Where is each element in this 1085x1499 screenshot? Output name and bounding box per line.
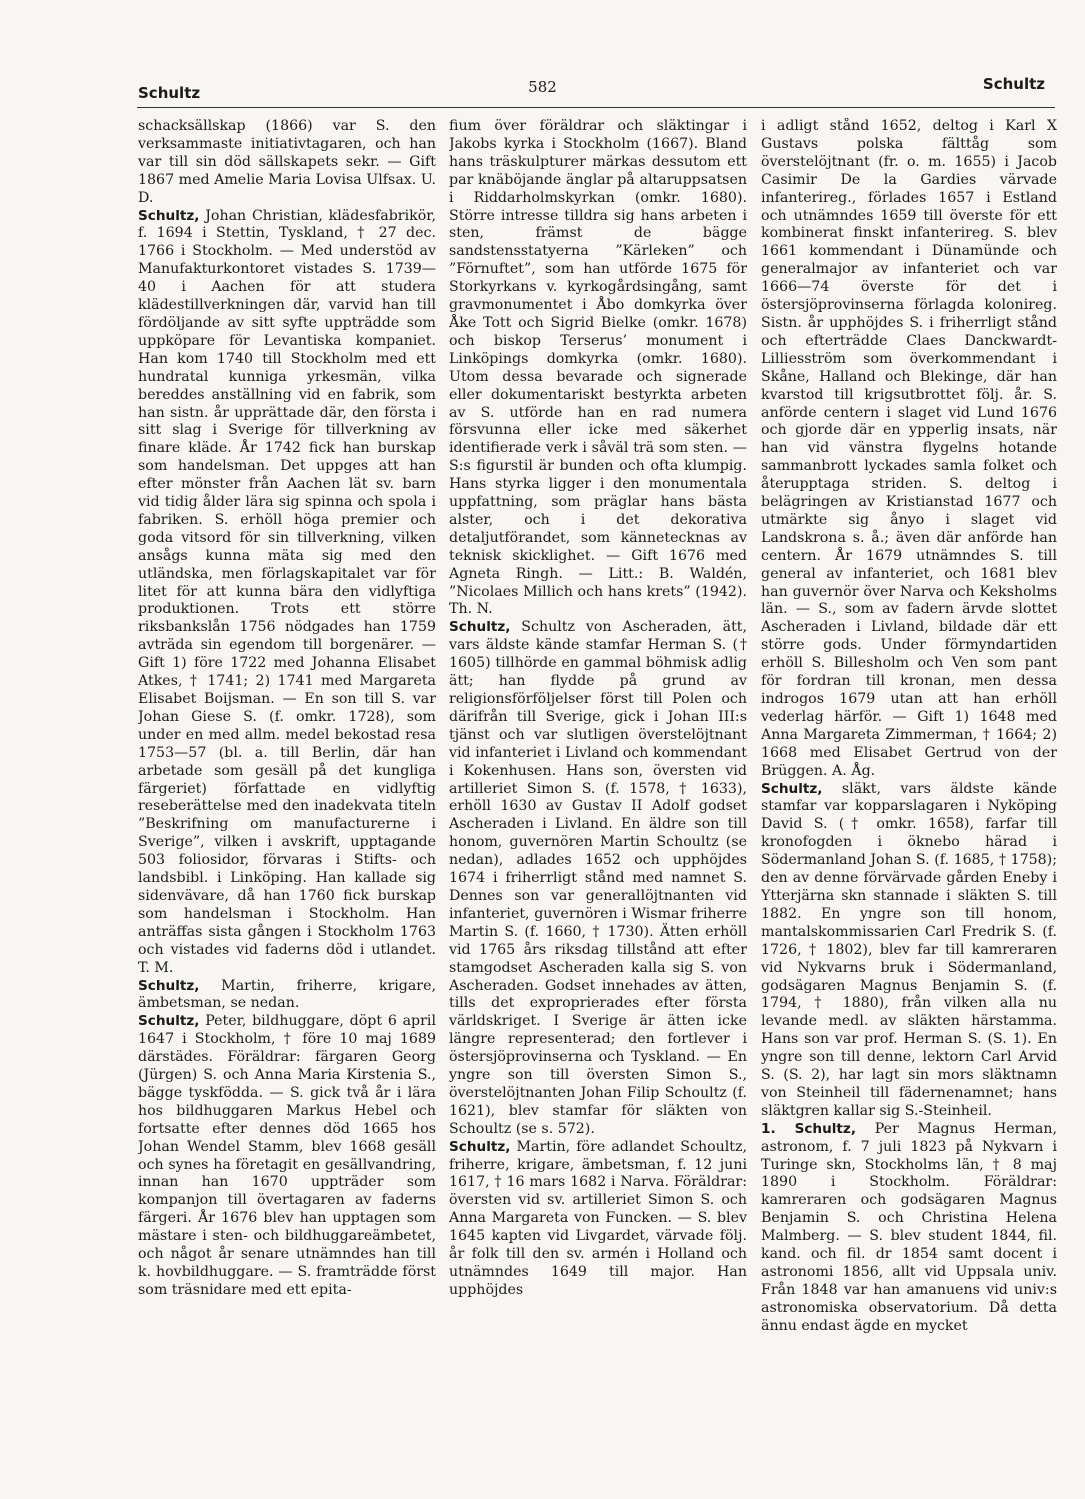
article-paragraph: 1. Schultz, Per Magnus Herman, astronom, f. 7 juli 1823 på Nykvarn i Turinge skn, Stockholms län, † 8 maj 1890 i Stockholm. Föräldrar: kamreraren och godsägaren Magnus Benjamin S. och Christina Helena Malmberg. — S. blev student 1844, fil. kand. och fil. dr 1854 samt docent i astronomi 1856, allt vid Uppsala univ. Från 1848 var han amanuens vid univ:s astronomiska observatorium. Då detta ännu endast ägde en mycket bbox=[761, 1120, 1057, 1334]
article-paragraph: Schultz, Schultz von Ascheraden, ätt, vars äldste kände stamfar Herman S. († 1605) tillhörde en gammal böhmisk adlig ätt; han flydde på grund av religionsförföljelser först till Polen och därifrån till Sverige, gick i Johan III:s tjänst och var slutligen överstelöjtnant vid infanteriet i Livland och kommendant i Kokenhusen. Hans son, översten vid artilleriet Simon S. (f. 1578, † 1633), erhöll 1630 av Gustav II Adolf godset Ascheraden i Livland. En äldre son till honom, guvernören Martin Schoultz (se nedan), adlades 1652 och upphöjdes 1674 i friherrligt stånd med namnet S. Dennes son var generallöjtnanten vid infanteriet, guvernören i Wismar friherre Martin S. (f. 1660, † 1730). Ätten erhöll vid 1765 års riksdag tillstånd att efter stamgodset Ascheraden kalla sig S. von Ascheraden. Godset innehades av ätten, tills det exproprierades efter första världskriget. I Sverige är ätten icke längre representerad; den fortlever i östersjöprovinserna och Tyskland. — En yngre son till översten Simon S., överstelöjtnanten Johan Filip Schoultz (f. 1621), blev stamfar för släkten von Schoultz (se s. 572). bbox=[449, 619, 747, 1137]
text-column-1 bbox=[138, 118, 436, 1358]
running-header bbox=[0, 72, 1085, 106]
article-paragraph: Schultz, Johan Christian, klädesfabrikör, f. 1694 i Stettin, Tyskland, † 27 dec. 1766 i Stockholm. — Med understöd av Manufakturkontoret vistades S. 1739—40 i Aachen för att studera klädestillverkningen där, varvid han till fördöljande av sitt syfte uppträdde som uppköpare för Levantiska kompaniet. Han kom 1740 till Stockholm med ett hundratal kunniga yrkesmän, vilka bereddes anställning vid en fabrik, som han sistn. år upprättade där, den första i sitt slag i Sverige för tillverkning av finare kläde. År 1742 fick han burskap som handelsman. Det uppges att han efter mönster från Aachen lät sv. barn vid tidig ålder lära sig spinna och spola i fabriken. S. erhöll höga premier och goda vitsord för sin tillverkning, vilken ansågs kunna mäta sig med den utländska, men förlagskapitalet var för litet för att kunna bära den vidlyftiga produktionen. Trots ett större riksbankslån 1756 nödgades han 1759 avträda sin egendom till borgenärer. — Gift 1) före 1722 med Johanna Elisabet Atkes, † 1741; 2) 1741 med Margareta Elisabet Boijsman. — En son till S. var Johan Giese S. (f. omkr. 1728), som under en med allm. medel bekostad resa 1753—57 (bl. a. till Berlin, där han arbetade som gesäll på det kungliga färgeriet) författade en vidlyftig reseberättelse med den inadekvata titeln ”Beskrifning om manufacturerne i Sverige”, vilken i avskrift, upptagande 503 foliosidor, förvaras i Stifts- och landsbibl. i Linköping. Han kallade sig sidenvävare, då han 1760 fick burskap som handelsman i Stockholm. Han anträffas sista gången i Stockholm 1763 och vistades vid faderns död i utlandet. T. M. bbox=[138, 207, 436, 976]
text-column-3 bbox=[761, 118, 1057, 1358]
entry-headword: Schultz, bbox=[761, 780, 823, 797]
article-paragraph: i adligt stånd 1652, deltog i Karl X Gustavs polska fälttåg som överstelöjtnant (fr. o. m. 1655) i Jacob Casimir De la Gardies värvade infanterireg., förlades 1657 i Estland och utnämndes 1659 till överste för ett kombinerat finskt infanterireg. S. blev 1661 kommendant i Dünamünde och generalmajor av infanteriet och var 1666—74 överste för det i östersjöprovinserna förlagda kolonireg. Sistn. år upphöjdes S. i friherrligt stånd och efterträdde Claes Danckwardt-Lilliesström som överkommendant i Skåne, Halland och Blekinge, där han kvarstod till krigsutbrottet följ. år. S. anförde centern i slaget vid Lund 1676 och gjorde där en ypperlig insats, när han vid vänstra flygelns hotande sammanbrott lyckades samla folket och återupptaga striden. S. deltog i belägringen av Kristianstad 1677 och utmärkte sig ånyo i slaget vid Landskrona s. å.; även där anförde han centern. År 1679 utnämndes S. till general av infanteriet, och 1681 blev han guvernör över Narva och Keksholms län. — S., som av fadern ärvde slottet Ascheraden i Livland, bildade där ett större gods. Under förmyndartiden erhöll S. Billesholm och Ven som pant för fordran till kronan, men dessa indrogos 1679 utan att han erhöll vederlag härför. — Gift 1) 1648 med Anna Margareta Zimmerman, † 1664; 2) 1668 med Elisabet Gertrud von der Brüggen. A. Åg. bbox=[761, 118, 1057, 779]
header-right-title: Schultz bbox=[982, 75, 1045, 93]
entry-headword: 1. Schultz, bbox=[761, 1120, 857, 1137]
entry-headword: Schultz, bbox=[449, 619, 511, 636]
article-paragraph: Schultz, Martin, före adlandet Schoultz, friherre, krigare, ämbetsman, f. 12 juni 1617, † 16 mars 1682 i Narva. Föräldrar: översten vid sv. artilleriet Simon S. och Anna Margareta von Funcken. — S. blev 1645 kapten vid Livgardet, värvade följ. år folk till den sv. armén i Holland och utnämndes 1649 till major. Han upphöjdes bbox=[449, 1138, 747, 1298]
article-paragraph: fium över föräldrar och släktingar i Jakobs kyrka i Stockholm (1667). Bland hans träskulpturer märkas dessutom ett par knäböjande änglar på altaruppsatsen i Riddarholmskyrkan (omkr. 1680). Större intresse tilldra sig hans arbeten i sten, främst de bägge sandstensstatyerna ”Kärleken” och ”Förnuftet”, som han utförde 1675 för Storkyrkans v. kyrkogårdsingång, samt gravmonumentet i Åbo domkyrka över Åke Tott och Sigrid Bielke (omkr. 1678) och biskop Terserus’ monument i Linköpings domkyrka (omkr. 1680). Utom dessa bevarade och signerade eller dokumentariskt bestyrkta arbeten av S. utförde han en rad numera försvunna eller icke med säkerhet identifierade verk i såväl trä som sten. — S:s figurstil är bunden och ofta klumpig. Hans styrka ligger i den monumentala uppfattning, som präglar hans bästa alster, och i det dekorativa detaljutförandet, som kännetecknas av teknisk skicklighet. — Gift 1676 med Agneta Ringh. — Litt.: B. Waldén, ”Nicolaes Millich och hans krets” (1942). Th. N. bbox=[449, 118, 747, 618]
article-paragraph: Schultz, Peter, bildhuggare, döpt 6 april 1647 i Stockholm, † före 10 maj 1689 därstädes. Föräldrar: färgaren Georg (Jürgen) S. och Anna Maria Kirstenia S., bägge tyskfödda. — S. gick två år i lära hos bildhuggaren Markus Hebel och fortsatte efter dennes död 1665 hos Johan Wendel Stamm, blev 1668 gesäll och synes ha företagit en gesällvandring, innan han 1670 uppträder som kompanjon till övertagaren av faderns färgeri. År 1676 blev han upptagen som mästare i sten- och bildhuggareämbetet, och något år senare utnämndes han till k. hovbildhuggare. — S. framträdde först som träsnidare med ett epita- bbox=[138, 1013, 436, 1298]
article-paragraph: Schultz, Martin, friherre, krigare, ämbetsman, se nedan. bbox=[138, 977, 436, 1012]
entry-headword: Schultz, bbox=[138, 977, 200, 994]
entry-headword: Schultz, bbox=[449, 1138, 511, 1155]
header-left-title: Schultz bbox=[138, 84, 201, 102]
text-column-2 bbox=[449, 118, 747, 1358]
entry-headword: Schultz, bbox=[138, 1013, 200, 1030]
entry-headword: Schultz, bbox=[138, 207, 200, 224]
article-paragraph: schacksällskap (1866) var S. den verksammaste initiativtagaren, och han var till sin död sällskapets sekr. — Gift 1867 med Amelie Maria Lovisa Ulfsax. U. D. bbox=[138, 118, 436, 206]
header-rule bbox=[137, 107, 1055, 108]
article-paragraph: Schultz, släkt, vars äldste kände stamfar var kopparslagaren i Nyköping David S. († omkr. 1658), farfar till kronofogden i öknebo härad i Södermanland Johan S. (f. 1685, † 1758); den av denne förvärvade gården Eneby i Ytterjärna skn stannade i släkten S. till 1882. En yngre son till honom, mantalskommissarien Carl Fredrik S. (f. 1726, † 1802), blev far till kamreraren vid Nykvarns bruk i Södermanland, godsägaren Magnus Benjamin S. (f. 1794, † 1880), från vilken alla nu levande medl. av släkten härstamma. Hans son var prof. Herman S. (S. 1). En yngre son till denne, lektorn Carl Arvid S. (S. 2), har lagt sin mors släktnamn von Steinheil till fädernenamnet; hans släktgren kallar sig S.-Steinheil. bbox=[761, 780, 1057, 1119]
page-number: 582 bbox=[528, 78, 557, 96]
